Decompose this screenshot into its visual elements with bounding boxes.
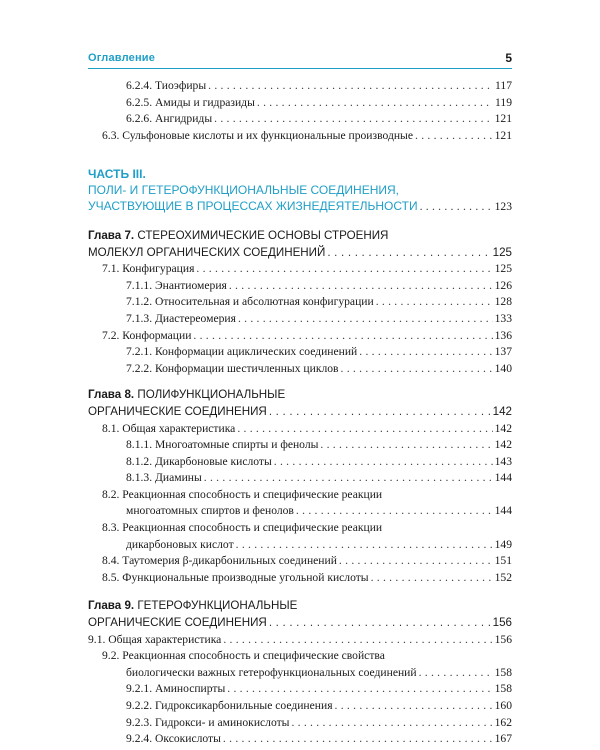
chapter-title-line2: ОРГАНИЧЕСКИЕ СОЕДИНЕНИЯ (88, 616, 267, 630)
toc-entry-page: 126 (494, 278, 512, 292)
leader-dots (214, 111, 492, 128)
toc-entry-title: 8.1.3. Диамины (126, 471, 202, 485)
toc-entry-line1[interactable]: 8.2. Реакционная способность и специфические реакции (102, 487, 383, 501)
toc-entry-title: 9.2.2. Гидроксикарбонильные соединения (126, 699, 333, 712)
leader-dots (291, 715, 492, 732)
page-number: 5 (505, 51, 512, 65)
leader-dots (208, 78, 493, 95)
toc-entry[interactable] (88, 261, 512, 278)
toc-entry-title: биологически важных гетерофункциональных соединений (126, 665, 417, 679)
toc-entry-page: 160 (494, 699, 512, 712)
toc-entry-page: 133 (494, 311, 512, 325)
leader-dots (376, 294, 493, 311)
chapter-page: 156 (492, 616, 512, 630)
toc-entry-page: 158 (494, 682, 512, 696)
leader-dots (238, 311, 493, 328)
leader-dots (320, 437, 492, 454)
leader-dots (204, 470, 493, 487)
toc-entry-title: 8.1.1. Многоатомные спирты и фенолы (126, 438, 319, 452)
toc-entry-page: 125 (494, 262, 512, 276)
leader-dots (223, 632, 492, 649)
leader-dots (327, 245, 490, 262)
chapter-9-entry[interactable] (88, 615, 512, 632)
toc-entry[interactable] (88, 437, 512, 454)
toc-entry-page: 143 (494, 454, 512, 468)
chapter-8-title[interactable] (88, 387, 512, 404)
toc-entry-title: 7.2.2. Конформации шестичленных циклов (126, 361, 339, 375)
toc-entry-title: 6.3. Сульфоновые кислоты и их функциональные производные (102, 128, 413, 142)
chapter-label: Глава 8. (88, 388, 135, 402)
toc-entry[interactable] (88, 632, 512, 649)
toc-entry-title: 6.2.4. Тиоэфиры (126, 79, 207, 92)
chapter-7-entry[interactable] (88, 245, 512, 262)
toc-entry-title: 7.1.3. Диастереомерия (126, 311, 236, 325)
toc-entry[interactable] (88, 698, 512, 715)
toc-entry-page: 119 (495, 95, 512, 109)
leader-dots (296, 503, 493, 520)
part-label: ЧАСТЬ III. (88, 167, 146, 182)
toc-entry[interactable] (88, 454, 512, 471)
chapter-title-line1: ПОЛИФУНКЦИОНАЛЬНЫЕ (137, 388, 286, 402)
toc-entry-title: 9.2.4. Оксокислоты (126, 732, 221, 746)
leader-dots (227, 681, 492, 698)
toc-entry-page: 117 (495, 79, 512, 92)
toc-entry-page: 144 (494, 471, 512, 485)
chapter-9-title[interactable] (88, 598, 512, 615)
toc-entry[interactable] (88, 681, 512, 698)
toc-entry[interactable] (88, 78, 512, 95)
toc-entry[interactable] (88, 294, 512, 311)
table-of-contents (88, 78, 512, 748)
toc-entry-title: 8.1. Общая характеристика (102, 421, 236, 435)
leader-dots (257, 95, 493, 112)
toc-entry-title: 7.1. Конфигурация (102, 262, 195, 276)
leader-dots (269, 615, 491, 632)
toc-entry-title: 7.2.1. Конформации ациклических соединений (126, 345, 358, 359)
toc-entry-page: 158 (494, 665, 512, 679)
toc-entry[interactable] (88, 537, 512, 554)
leader-dots (371, 570, 493, 587)
part-entry[interactable] (88, 198, 512, 216)
toc-entry-line1[interactable]: 9.2. Реакционная способность и специфические свойства (102, 649, 385, 663)
toc-entry-title: дикарбоновых кислот (126, 537, 234, 551)
leader-dots (223, 731, 493, 748)
toc-entry[interactable] (88, 278, 512, 295)
toc-entry[interactable] (88, 344, 512, 361)
leader-dots (236, 537, 493, 554)
toc-entry-page: 128 (494, 295, 512, 309)
toc-entry[interactable] (88, 665, 512, 682)
part-title-line1: ПОЛИ- И ГЕТЕРОФУНКЦИОНАЛЬНЫЕ СОЕДИНЕНИЯ, (88, 183, 399, 198)
toc-entry-title: 7.1.1. Энантиомерия (126, 278, 227, 292)
leader-dots (196, 261, 492, 278)
toc-entry-title: 8.5. Функциональные производные угольной кислоты (102, 570, 369, 584)
chapter-title-line1: ГЕТЕРОФУНКЦИОНАЛЬНЫЕ (137, 599, 298, 613)
chapter-title-line1: СТЕРЕОХИМИЧЕСКИЕ ОСНОВЫ СТРОЕНИЯ (137, 228, 389, 242)
toc-entry-page: 144 (494, 504, 512, 518)
toc-entry-page: 152 (494, 570, 512, 584)
toc-entry-page: 137 (494, 345, 512, 359)
toc-entry[interactable] (88, 128, 512, 145)
toc-entry-title: 9.2.3. Гидрокси- и аминокислоты (126, 715, 290, 729)
toc-entry[interactable] (88, 95, 512, 112)
toc-entry-title: 6.2.6. Ангидриды (126, 112, 213, 126)
header-title: Оглавление (88, 52, 156, 64)
toc-entry[interactable] (88, 715, 512, 732)
toc-entry-page: 142 (494, 421, 512, 435)
toc-entry[interactable] (88, 570, 512, 587)
leader-dots (415, 128, 493, 145)
toc-entry-page: 149 (494, 537, 512, 551)
toc-entry-title: многоатомных спиртов и фенолов (126, 504, 294, 518)
toc-entry[interactable] (88, 553, 512, 570)
toc-entry-title: 7.2. Конформации (102, 328, 192, 342)
chapter-page: 125 (492, 245, 512, 259)
part-page: 123 (494, 200, 512, 214)
toc-entry-page: 151 (494, 554, 512, 568)
toc-entry-page: 162 (494, 715, 512, 729)
toc-entry[interactable] (88, 470, 512, 487)
toc-entry-page: 121 (494, 112, 512, 126)
leader-dots (341, 361, 493, 378)
toc-entry[interactable] (88, 421, 512, 438)
toc-entry-page: 167 (494, 732, 512, 746)
toc-entry[interactable] (88, 111, 512, 128)
leader-dots (359, 344, 492, 361)
toc-entry-page: 136 (494, 328, 512, 342)
chapter-title-line2: ОРГАНИЧЕСКИЕ СОЕДИНЕНИЯ (88, 404, 267, 418)
toc-entry-title: 8.1.2. Дикарбоновые кислоты (126, 454, 272, 468)
toc-entry-title: 9.1. Общая характеристика (88, 632, 222, 646)
leader-dots (335, 698, 493, 715)
leader-dots (339, 553, 493, 570)
toc-entry-title: 9.2.1. Аминоспирты (126, 682, 226, 696)
toc-entry-line1[interactable]: 8.3. Реакционная способность и специфические реакции (102, 521, 383, 535)
toc-entry[interactable] (88, 311, 512, 328)
chapter-label: Глава 7. (88, 228, 135, 242)
chapter-title-line2: МОЛЕКУЛ ОРГАНИЧЕСКИХ СОЕДИНЕНИЙ (88, 245, 326, 259)
toc-entry[interactable] (88, 361, 512, 378)
toc-entry-page: 140 (494, 361, 512, 375)
leader-dots (269, 404, 491, 421)
chapter-label: Глава 9. (88, 599, 135, 613)
toc-entry-page: 142 (494, 438, 512, 452)
toc-entry-title: 8.4. Таутомерия β-дикарбонильных соединений (102, 554, 337, 568)
header-rule (88, 68, 512, 69)
chapter-page: 142 (492, 404, 512, 418)
leader-dots (419, 665, 493, 682)
part-title-line2: УЧАСТВУЮЩИЕ В ПРОЦЕССАХ ЖИЗНЕДЕЯТЕЛЬНОСТИ (88, 199, 418, 214)
leader-dots (274, 454, 493, 471)
chapter-7-title[interactable] (88, 228, 512, 245)
toc-entry-title: 7.1.2. Относительная и абсолютная конфигурации (126, 295, 374, 309)
toc-entry-page: 156 (494, 632, 512, 646)
toc-entry[interactable] (88, 731, 512, 748)
toc-entry[interactable] (88, 328, 512, 345)
leader-dots (237, 421, 492, 438)
toc-entry[interactable] (88, 503, 512, 520)
chapter-8-entry[interactable] (88, 404, 512, 421)
toc-entry-page: 121 (494, 128, 512, 142)
leader-dots (420, 199, 493, 216)
leader-dots (229, 278, 493, 295)
leader-dots (193, 328, 492, 345)
toc-entry-title: 6.2.5. Амиды и гидразиды (126, 95, 255, 109)
